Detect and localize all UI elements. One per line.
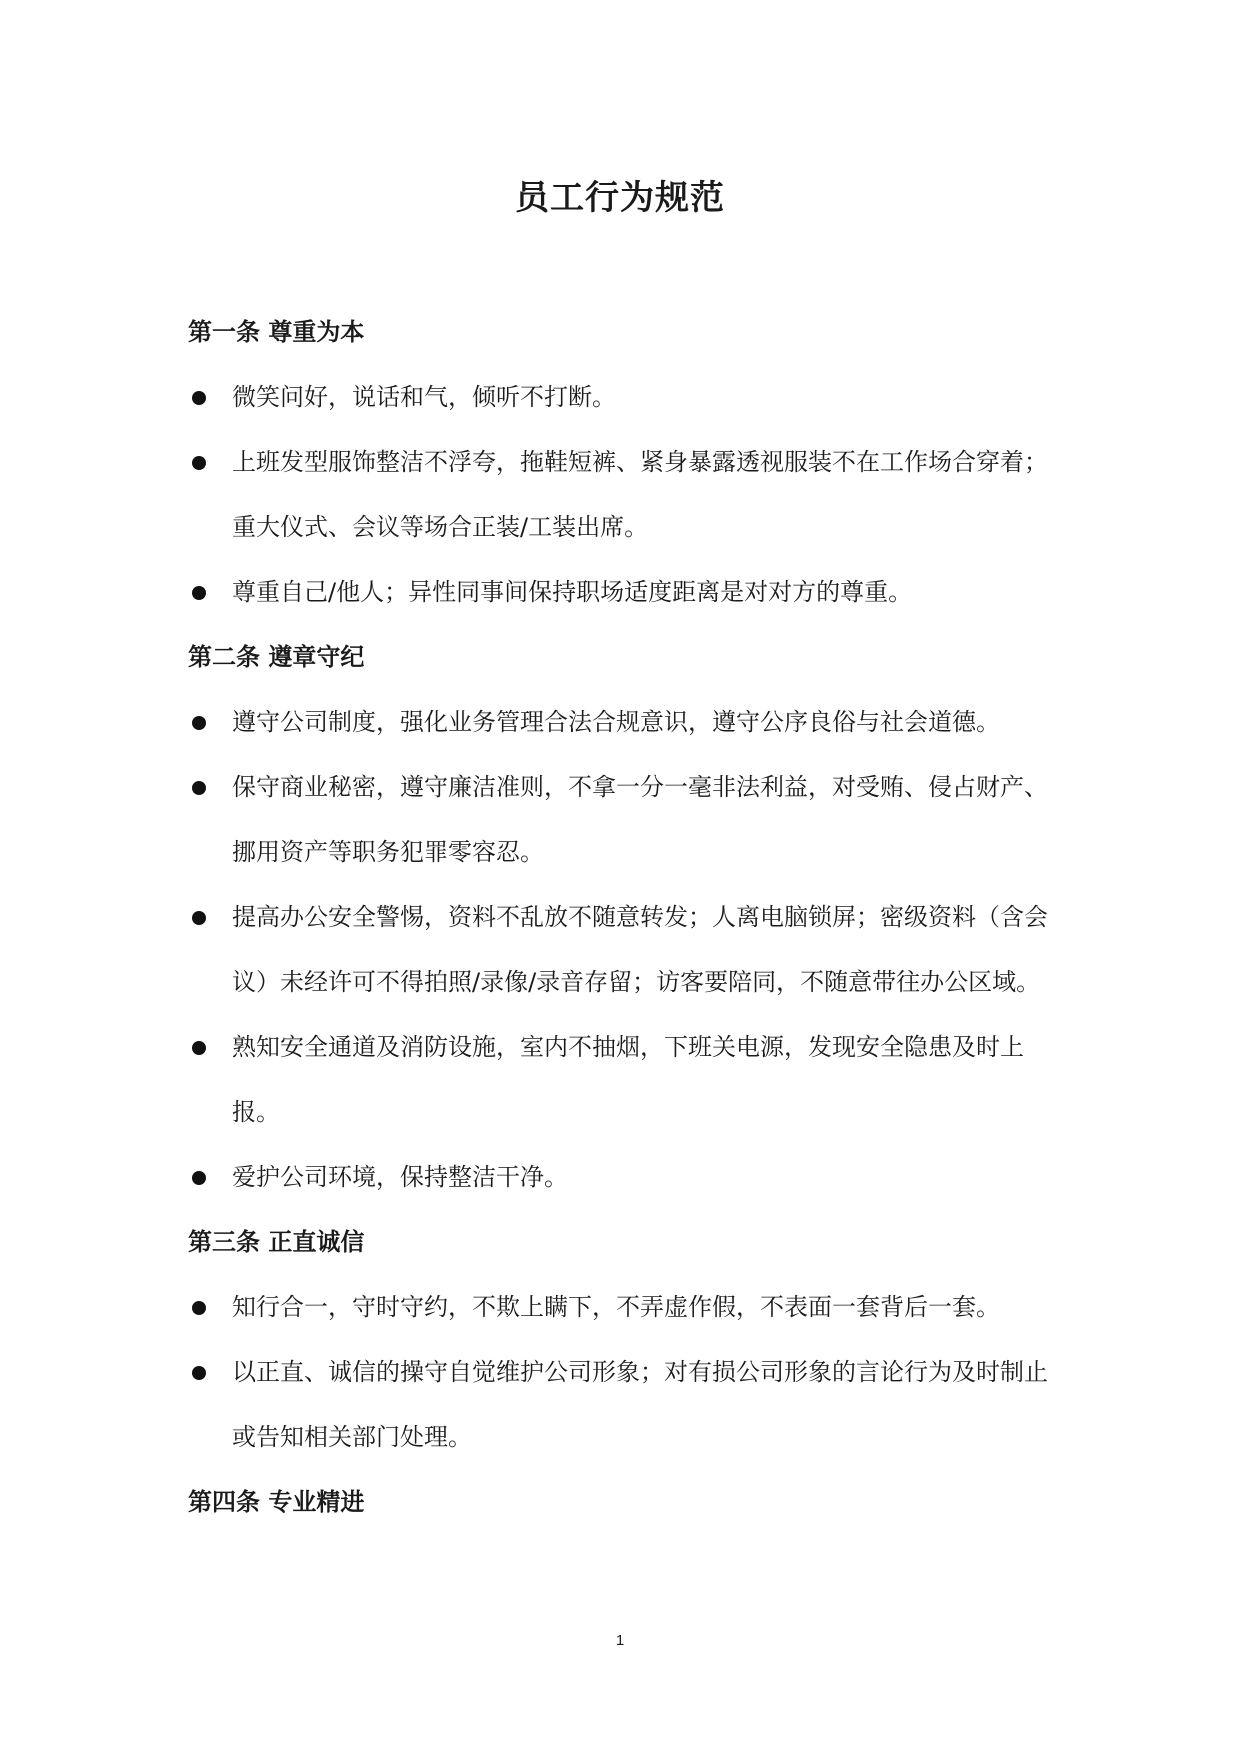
bullet-icon [192, 391, 206, 405]
list-item [188, 885, 1068, 1015]
page-number: 1 [615, 1632, 625, 1649]
list-item [188, 365, 1068, 430]
section-heading: 第二条 遵章守纪 [188, 643, 365, 671]
bullet-icon [192, 456, 206, 470]
bullet-icon [192, 716, 206, 730]
bullet-icon [192, 1171, 206, 1185]
section-1 [188, 300, 1068, 625]
bullet-list [188, 365, 1068, 625]
list-item-text: 爱护公司环境，保持整洁干净。 [232, 1163, 568, 1191]
list-item [188, 755, 1068, 885]
bullet-icon [192, 1041, 206, 1055]
bullet-icon [192, 781, 206, 795]
list-item [188, 1340, 1068, 1470]
list-item-text: 遵守公司制度，强化业务管理合法合规意识，遵守公序良俗与社会道德。 [232, 708, 1000, 736]
bullet-icon [192, 911, 206, 925]
list-item-text: 保守商业秘密，遵守廉洁准则，不拿一分一毫非法利益，对受贿、侵占财产、挪用资产等职务犯罪零容忍。 [232, 773, 1048, 866]
list-item-text: 熟知安全通道及消防设施，室内不抽烟，下班关电源，发现安全隐患及时上报。 [232, 1033, 1024, 1126]
list-item [188, 1015, 1068, 1145]
section-heading: 第四条 专业精进 [188, 1488, 365, 1516]
document-body [188, 300, 1068, 1535]
section-2 [188, 625, 1068, 1210]
list-item [188, 560, 1068, 625]
list-item-text: 微笑问好，说话和气，倾听不打断。 [232, 383, 616, 411]
bullet-icon [192, 586, 206, 600]
section-3 [188, 1210, 1068, 1470]
list-item-text: 以正直、诚信的操守自觉维护公司形象；对有损公司形象的言论行为及时制止或告知相关部门处理。 [232, 1358, 1048, 1451]
list-item-text: 提高办公安全警惕，资料不乱放不随意转发；人离电脑锁屏；密级资料（含会议）未经许可不得拍照/录像/录音存留；访客要陪同，不随意带往办公区域。 [232, 903, 1048, 996]
bullet-icon [192, 1366, 206, 1380]
list-item [188, 1275, 1068, 1340]
list-item-text: 知行合一，守时守约，不欺上瞒下，不弄虚作假，不表面一套背后一套。 [232, 1293, 1000, 1321]
list-item [188, 690, 1068, 755]
list-item-text: 尊重自己/他人；异性同事间保持职场适度距离是对对方的尊重。 [232, 578, 913, 606]
list-item [188, 430, 1068, 560]
bullet-list [188, 690, 1068, 1210]
bullet-list [188, 1275, 1068, 1470]
section-heading: 第三条 正直诚信 [188, 1228, 365, 1256]
section-4 [188, 1470, 1068, 1535]
list-item-text: 上班发型服饰整洁不浮夸，拖鞋短裤、紧身暴露透视服装不在工作场合穿着；重大仪式、会议等场合正装/工装出席。 [232, 448, 1048, 541]
bullet-icon [192, 1301, 206, 1315]
section-heading: 第一条 尊重为本 [188, 318, 365, 346]
list-item [188, 1145, 1068, 1210]
document-title: 员工行为规范 [515, 178, 725, 218]
